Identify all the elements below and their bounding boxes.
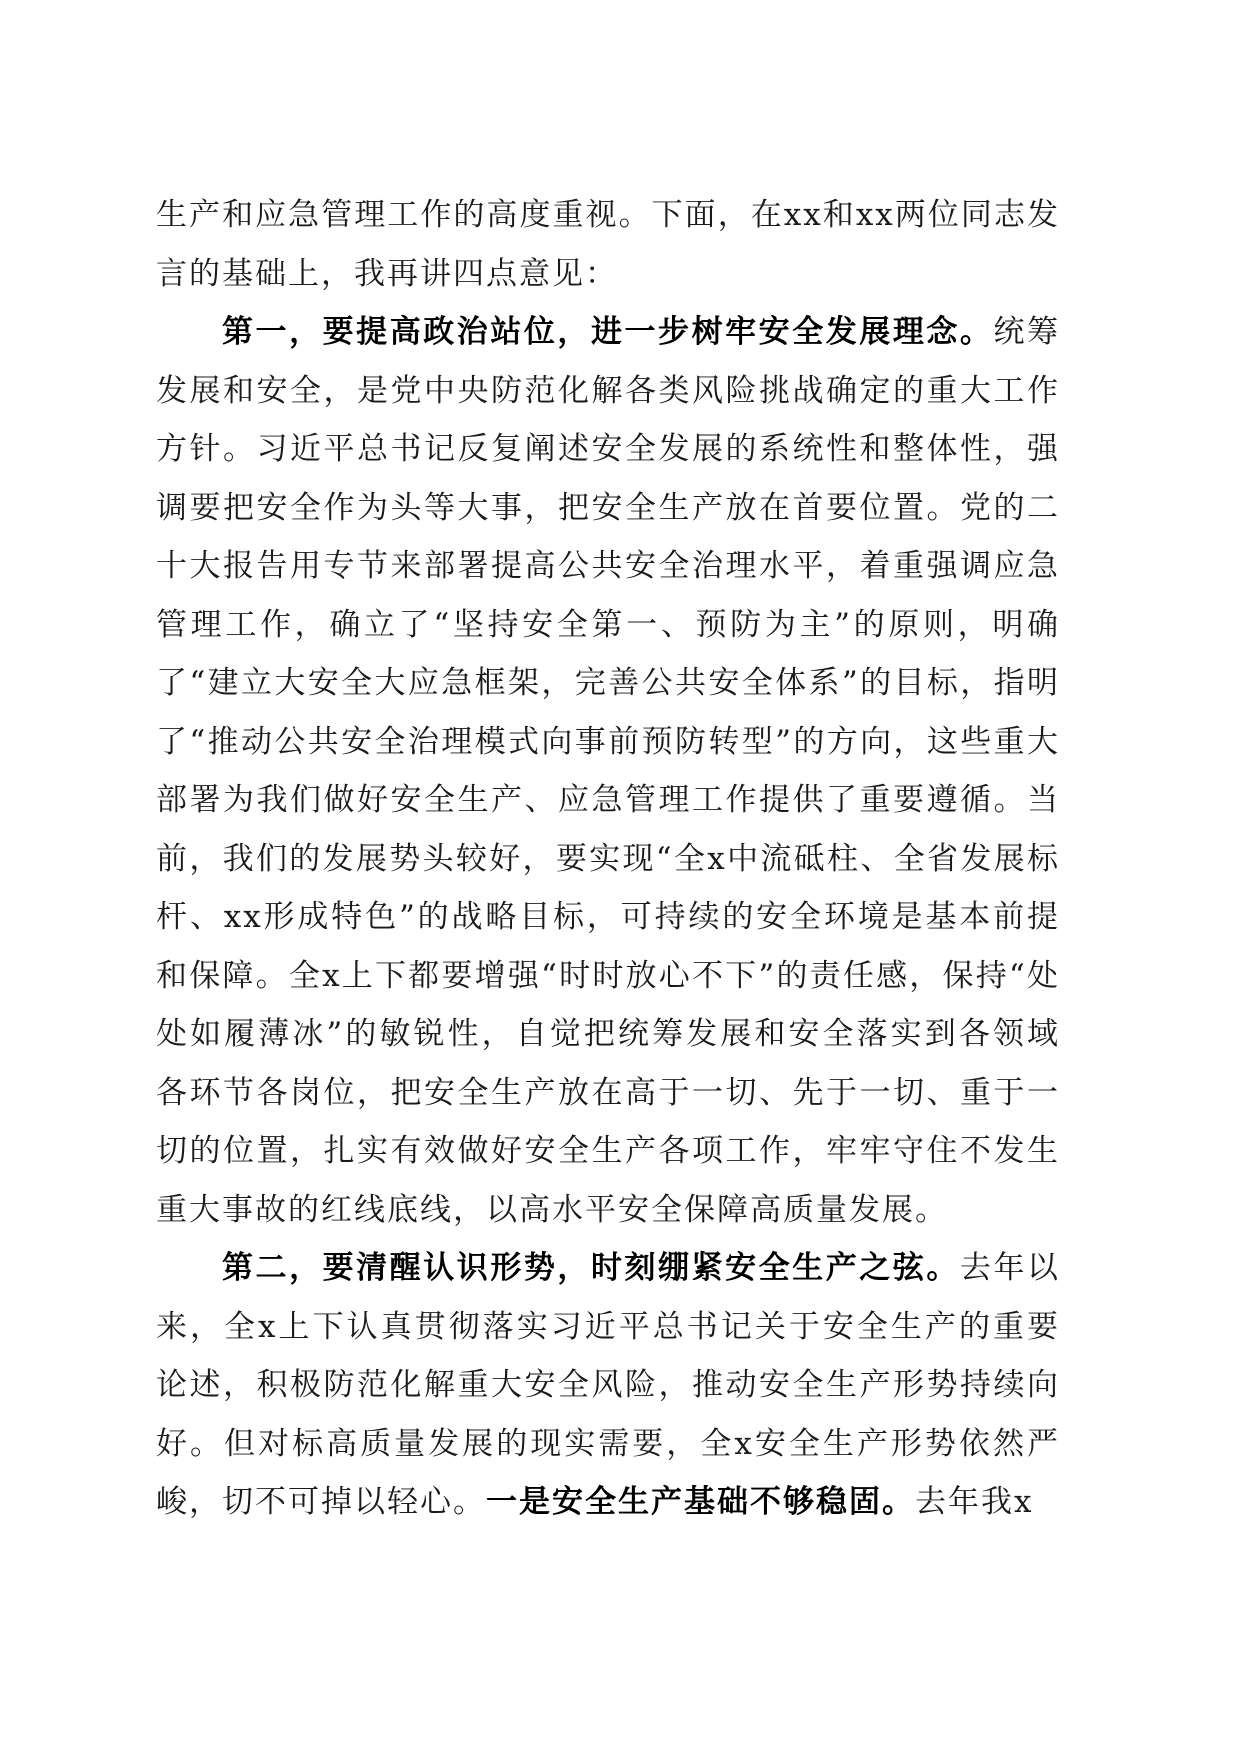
paragraph-second-point [156, 1239, 1060, 1532]
paragraph-text: 生产和应急管理工作的高度重视。下面，在xx和xx两位同志发言的基础上，我再讲四点意见： [156, 197, 1060, 292]
document-body [156, 186, 1060, 1532]
point-heading: 第一，要提高政治站位，进一步树牢安全发展理念。 [222, 314, 994, 350]
point-heading: 第二，要清醒认识形势，时刻绷紧安全生产之弦。 [222, 1250, 960, 1286]
paragraph-text: 去年我x [915, 1484, 1034, 1520]
paragraph-text: 去年以来，全x上下认真贯彻落实习近平总书记关于安全生产的重要论述，积极防范化解重大安全风险，推动安全生产形势持续向好。但对标高质量发展的现实需要，全x安全生产形势依然严峻，切不可掉以轻心。 [156, 1250, 1061, 1520]
paragraph-text: 统筹发展和安全，是党中央防范化解各类风险挑战确定的重大工作方针。习近平总书记反复阐述安全发展的系统性和整体性，强调要把安全作为头等大事，把安全生产放在首要位置。党的二十大报告用专节来部署提高公共安全治理水平，着重强调应急管理工作，确立了“坚持安全第一、预防为主”的原则，明确了“建立大安全大应急框架，完善公共安全体系”的目标，指明了“推动公共安全治理模式向事前预防转型”的方向，这些重大部署为我们做好安全生产、应急管理工作提供了重要遵循。当前，我们的发展势头较好，要实现“全x中流砥柱、全省发展标杆、xx形成特色”的战略目标，可持续的安全环境是基本前提和保障。全x上下都要增强“时时放心不下”的责任感，保持“处处如履薄冰”的敏锐性，自觉把统筹发展和安全落实到各领域各环节各岗位，把安全生产放在高于一切、先于一切、重于一切的位置，扎实有效做好安全生产各项工作，牢牢守住不发生重大事故的红线底线，以高水平安全保障高质量发展。 [156, 314, 1061, 1228]
paragraph-continuation [156, 186, 1060, 303]
sub-point-heading: 一是安全生产基础不够稳固。 [486, 1484, 915, 1520]
paragraph-first-point [156, 303, 1060, 1239]
